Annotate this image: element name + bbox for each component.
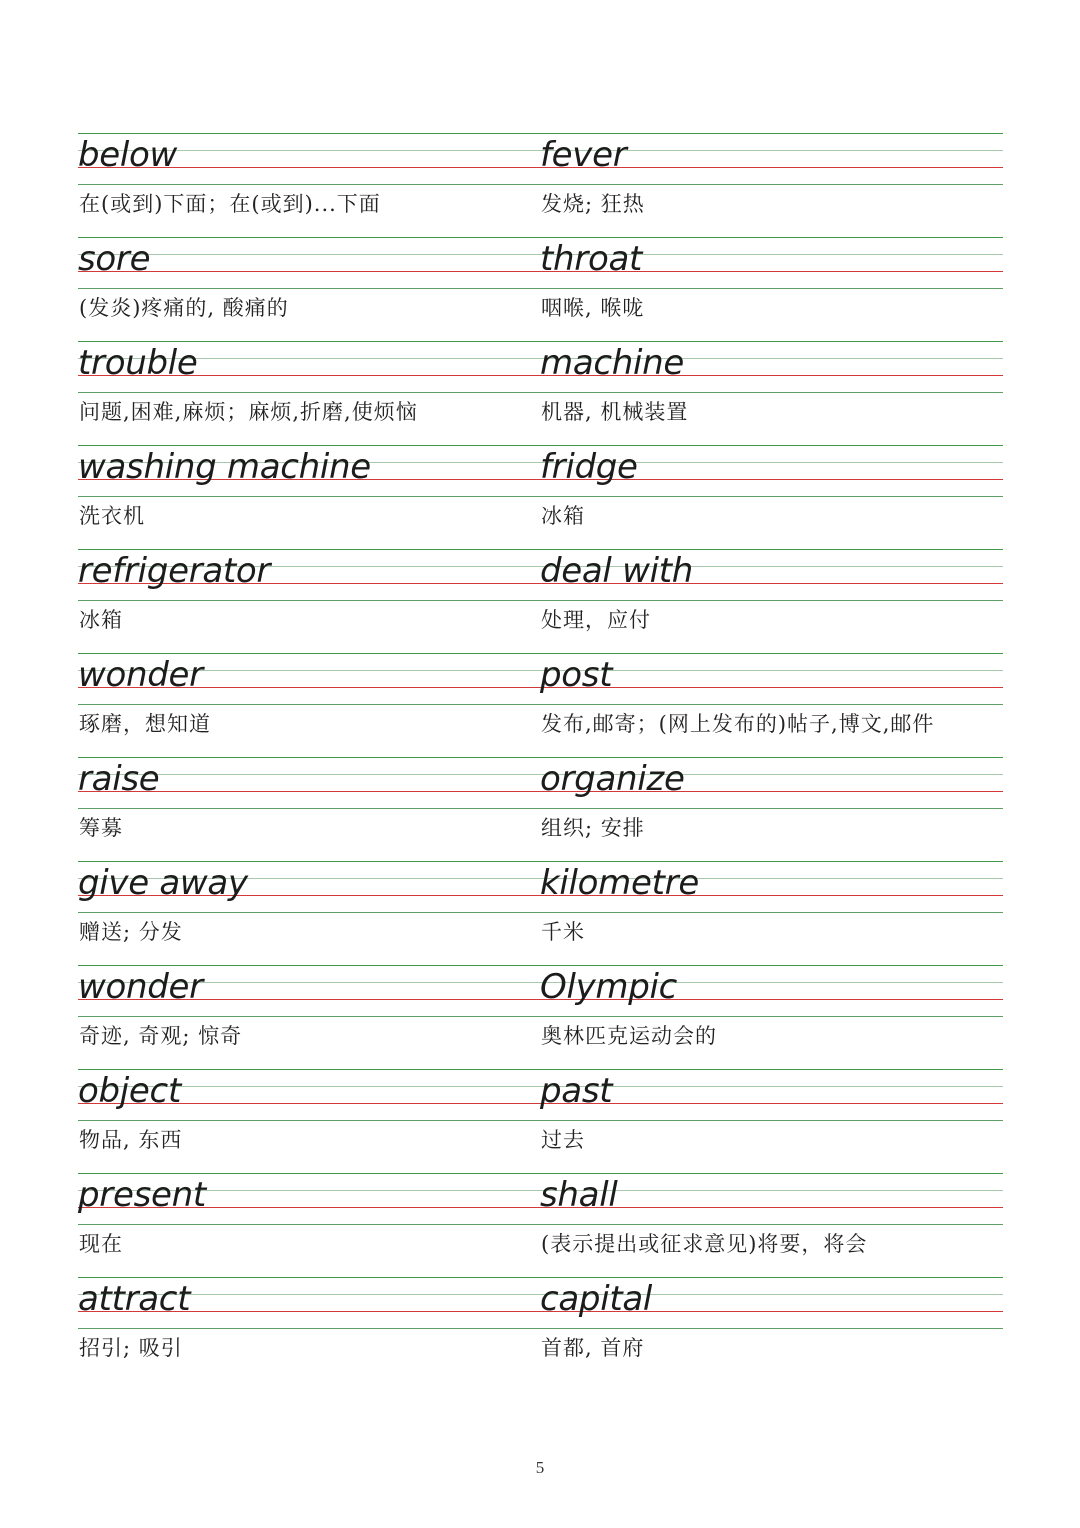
- guide-line: [78, 1173, 542, 1174]
- page-number: 5: [535, 1458, 545, 1477]
- vocab-entry: [540, 341, 1003, 445]
- vocab-meaning: 问题,困难,麻烦；麻烦,折磨,使烦恼: [79, 400, 418, 424]
- vocab-meaning: 奥林匹克运动会的: [541, 1024, 717, 1048]
- vocab-word: raise: [78, 759, 160, 799]
- vocab-entry: [540, 1277, 1003, 1381]
- vocab-word: Olympic: [540, 967, 678, 1007]
- guide-line: [540, 757, 1003, 758]
- guide-line: [78, 912, 542, 913]
- vocab-word: deal with: [540, 551, 694, 591]
- guide-line: [78, 600, 542, 601]
- vocab-word: attract: [78, 1279, 191, 1319]
- guide-line: [78, 704, 542, 705]
- vocab-meaning: 物品, 东西: [79, 1128, 183, 1152]
- guide-line: [540, 704, 1003, 705]
- vocab-word: wonder: [78, 655, 203, 695]
- guide-line: [78, 808, 542, 809]
- guide-line: [540, 861, 1003, 862]
- guide-line: [540, 133, 1003, 134]
- vocab-word: trouble: [78, 343, 198, 383]
- vocab-entry: [540, 549, 1003, 653]
- vocab-entry: [78, 341, 542, 445]
- vocab-meaning: 处理，应付: [541, 608, 651, 632]
- vocab-meaning: 奇迹, 奇观; 惊奇: [79, 1024, 243, 1048]
- vocab-entry: [78, 1173, 542, 1277]
- vocab-meaning: 咽喉, 喉咙: [541, 296, 645, 320]
- vocab-word: below: [78, 135, 178, 175]
- vocab-meaning: 在(或到)下面；在(或到)...下面: [79, 192, 381, 216]
- guide-line: [540, 653, 1003, 654]
- guide-line: [540, 184, 1003, 185]
- guide-line: [78, 392, 542, 393]
- guide-line: [78, 861, 542, 862]
- vocab-word: post: [540, 655, 613, 695]
- guide-line: [540, 808, 1003, 809]
- vocab-word: throat: [540, 239, 643, 279]
- vocab-meaning: 过去: [541, 1128, 585, 1152]
- vocab-entry: [78, 445, 542, 549]
- guide-line: [78, 288, 542, 289]
- vocab-word: machine: [540, 343, 685, 383]
- vocab-word: fridge: [540, 447, 638, 487]
- guide-line: [540, 1069, 1003, 1070]
- guide-line: [78, 1224, 542, 1225]
- vocab-entry: [540, 1173, 1003, 1277]
- guide-line: [540, 237, 1003, 238]
- vocab-meaning: 首都, 首府: [541, 1336, 645, 1360]
- vocab-meaning: 千米: [541, 920, 585, 944]
- guide-line: [540, 1224, 1003, 1225]
- guide-line: [78, 549, 542, 550]
- guide-line: [78, 184, 542, 185]
- guide-line: [78, 1277, 542, 1278]
- vocab-entry: [540, 653, 1003, 757]
- vocab-entry: [78, 1277, 542, 1381]
- vocab-meaning: 组织; 安排: [541, 816, 645, 840]
- guide-line: [540, 288, 1003, 289]
- vocab-word: washing machine: [78, 447, 371, 487]
- vocab-entry: [78, 965, 542, 1069]
- guide-line: [540, 1173, 1003, 1174]
- vocab-word: kilometre: [540, 863, 699, 903]
- vocab-word: refrigerator: [78, 551, 271, 591]
- vocab-word: object: [78, 1071, 181, 1111]
- guide-line: [540, 965, 1003, 966]
- vocab-entry: [540, 237, 1003, 341]
- guide-line: [540, 445, 1003, 446]
- vocab-meaning: 机器, 机械装置: [541, 400, 689, 424]
- vocab-meaning: 招引; 吸引: [79, 1336, 183, 1360]
- guide-line: [78, 133, 542, 134]
- vocab-entry: [78, 237, 542, 341]
- guide-line: [540, 549, 1003, 550]
- vocab-word: organize: [540, 759, 685, 799]
- vocab-entry: [540, 133, 1003, 237]
- guide-line: [540, 1328, 1003, 1329]
- guide-line: [78, 1016, 542, 1017]
- vocab-word: capital: [540, 1279, 653, 1319]
- guide-line: [540, 341, 1003, 342]
- guide-line: [540, 600, 1003, 601]
- vocab-meaning: 现在: [79, 1232, 123, 1256]
- guide-line: [540, 1277, 1003, 1278]
- vocab-entry: [78, 757, 542, 861]
- vocab-word: sore: [78, 239, 151, 279]
- guide-line: [78, 237, 542, 238]
- vocab-meaning: 冰箱: [541, 504, 585, 528]
- vocab-meaning: 筹募: [79, 816, 123, 840]
- guide-line: [540, 496, 1003, 497]
- guide-line: [540, 1120, 1003, 1121]
- vocab-entry: [540, 861, 1003, 965]
- vocab-entry: [78, 653, 542, 757]
- vocab-word: shall: [540, 1175, 618, 1215]
- guide-line: [540, 1016, 1003, 1017]
- vocab-meaning: (发炎)疼痛的, 酸痛的: [79, 296, 289, 320]
- guide-line: [540, 912, 1003, 913]
- vocab-meaning: 发烧; 狂热: [541, 192, 645, 216]
- vocab-word: fever: [540, 135, 627, 175]
- vocab-word: past: [540, 1071, 613, 1111]
- vocab-word: give away: [78, 863, 248, 903]
- guide-line: [78, 341, 542, 342]
- vocab-entry: [78, 133, 542, 237]
- vocab-meaning: (表示提出或征求意见)将要，将会: [541, 1232, 868, 1256]
- guide-line: [78, 1069, 542, 1070]
- guide-line: [78, 1120, 542, 1121]
- guide-line: [78, 496, 542, 497]
- guide-line: [78, 965, 542, 966]
- vocab-meaning: 洗衣机: [79, 504, 145, 528]
- vocab-entry: [78, 549, 542, 653]
- vocab-entry: [540, 1069, 1003, 1173]
- vocab-word: present: [78, 1175, 206, 1215]
- guide-line: [78, 445, 542, 446]
- vocab-entry: [78, 1069, 542, 1173]
- vocab-entry: [540, 965, 1003, 1069]
- guide-line: [78, 757, 542, 758]
- vocab-entry: [540, 757, 1003, 861]
- vocab-meaning: 琢磨，想知道: [79, 712, 211, 736]
- vocab-meaning: 发布,邮寄；(网上发布的)帖子,博文,邮件: [541, 712, 935, 736]
- guide-line: [540, 392, 1003, 393]
- guide-line: [78, 653, 542, 654]
- vocab-entry: [540, 445, 1003, 549]
- guide-line: [78, 1328, 542, 1329]
- vocab-word: wonder: [78, 967, 203, 1007]
- vocab-meaning: 赠送; 分发: [79, 920, 183, 944]
- vocab-entry: [78, 861, 542, 965]
- vocab-meaning: 冰箱: [79, 608, 123, 632]
